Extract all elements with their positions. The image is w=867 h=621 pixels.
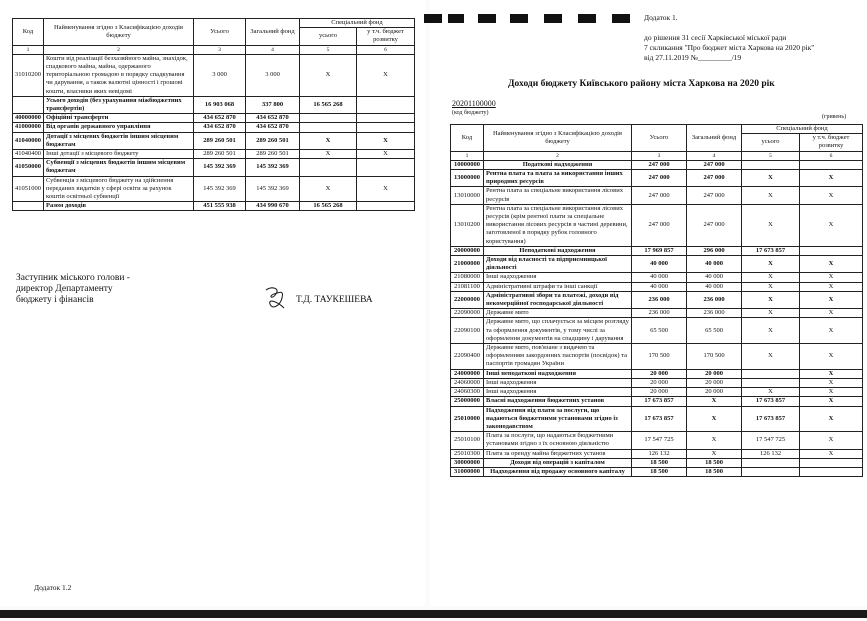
- decision-reference: до рішення 31 сесії Харківської міської ради: [644, 33, 787, 42]
- cell-total: 40 000: [632, 273, 687, 282]
- cell-name: Доходи від власності та підприємницької діяльності: [484, 256, 632, 273]
- table-row: [451, 432, 863, 449]
- cell-code: 41050000: [13, 159, 44, 176]
- cell-dev: X: [800, 256, 863, 273]
- table-row: [13, 150, 415, 159]
- right-revenue-table: [450, 124, 863, 477]
- column-number: 2: [484, 151, 632, 160]
- cell-special: X: [300, 176, 357, 202]
- cell-total: 247 000: [632, 204, 687, 246]
- cell-general: 40 000: [687, 256, 742, 273]
- table-row: [13, 159, 415, 176]
- cell-code: 24060000: [451, 378, 484, 387]
- cell-name: Неподаткові надходження: [484, 246, 632, 255]
- table-row: [13, 54, 415, 96]
- cell-dev: [357, 159, 415, 176]
- cell-dev: X: [800, 170, 863, 187]
- cell-special: [742, 458, 800, 467]
- table-row: [451, 378, 863, 387]
- cell-general: 145 392 369: [246, 176, 300, 202]
- scan-mark: [612, 14, 630, 23]
- table-row: [451, 318, 863, 344]
- column-number: 4: [246, 45, 300, 54]
- annex-label: Додаток 1.: [644, 13, 678, 22]
- header-name: Найменування згідно з Класифікацією доходів бюджету: [44, 19, 194, 46]
- right-page: [430, 0, 867, 606]
- cell-name: Дотації з місцевих бюджетів іншим місцевим бюджетам: [44, 132, 194, 149]
- cell-code: 25000000: [451, 397, 484, 406]
- cell-name: Державне мито, що сплачується за місцем розгляду та оформлення документів, у тому числі за оформлення документів на спадщину і дарування: [484, 318, 632, 344]
- cell-total: 17 969 857: [632, 246, 687, 255]
- cell-special: [742, 160, 800, 169]
- cell-special: X: [742, 282, 800, 291]
- cell-dev: X: [800, 273, 863, 282]
- cell-dev: X: [800, 369, 863, 378]
- column-number: 4: [687, 151, 742, 160]
- cell-total: 247 000: [632, 160, 687, 169]
- column-number: 3: [194, 45, 246, 54]
- cell-name: Від органів державного управління: [44, 123, 194, 132]
- header-code: Код: [13, 19, 44, 46]
- table-row: [13, 114, 415, 123]
- cell-code: 41000000: [13, 123, 44, 132]
- cell-dev: X: [357, 150, 415, 159]
- header-special-total: усього: [742, 134, 800, 151]
- annex-note: Додаток 1.2: [34, 583, 72, 592]
- cell-dev: [800, 467, 863, 476]
- cell-code: 22000000: [451, 291, 484, 308]
- cell-total: 289 260 501: [194, 132, 246, 149]
- header-code: Код: [451, 125, 484, 152]
- cell-dev: X: [800, 318, 863, 344]
- cell-name: Державне мито, пов'язане з видачею та оформленням закордонних паспортів (посвідок) та паспортів громадян України: [484, 344, 632, 370]
- cell-dev: [357, 96, 415, 113]
- cell-total: 145 392 369: [194, 176, 246, 202]
- cell-special: X: [742, 256, 800, 273]
- cell-total: 17 547 725: [632, 432, 687, 449]
- cell-special: X: [300, 150, 357, 159]
- column-number: 6: [357, 45, 415, 54]
- cell-name: Інші надходження: [484, 378, 632, 387]
- cell-special: X: [742, 388, 800, 397]
- table-header-row: [13, 19, 415, 28]
- cell-name: Адміністративні збори та платежі, доходи від некомерційної господарської діяльності: [484, 291, 632, 308]
- cell-general: X: [687, 397, 742, 406]
- left-page: [0, 0, 425, 606]
- cell-total: 247 000: [632, 170, 687, 187]
- cell-general: 247 000: [687, 160, 742, 169]
- cell-general: 40 000: [687, 273, 742, 282]
- cell-dev: X: [800, 406, 863, 432]
- cell-code: 21000000: [451, 256, 484, 273]
- cell-general: 296 000: [687, 246, 742, 255]
- table-row: [451, 204, 863, 246]
- cell-code: 10000000: [451, 160, 484, 169]
- cell-code: 13010000: [451, 187, 484, 204]
- cell-special: 17 673 857: [742, 397, 800, 406]
- cell-dev: X: [357, 54, 415, 96]
- decision-date: від 27.11.2019 №_________/19: [644, 53, 742, 62]
- table-row: [13, 176, 415, 202]
- cell-total: 236 000: [632, 291, 687, 308]
- table-row: [451, 246, 863, 255]
- cell-code: 22090100: [451, 318, 484, 344]
- cell-code: [13, 96, 44, 113]
- cell-dev: X: [800, 432, 863, 449]
- signatory-name: Т.Д. ТАУКЕШЕВА: [296, 295, 373, 305]
- cell-dev: X: [800, 282, 863, 291]
- scan-mark: [448, 14, 464, 23]
- cell-total: 145 392 369: [194, 159, 246, 176]
- column-number: 3: [632, 151, 687, 160]
- cell-special: [742, 467, 800, 476]
- cell-name: Субвенції з місцевих бюджетів іншим місцевим бюджетам: [44, 159, 194, 176]
- cell-special: 17 673 857: [742, 406, 800, 432]
- cell-code: 24000000: [451, 369, 484, 378]
- table-row: [13, 123, 415, 132]
- left-table-body: [13, 54, 415, 211]
- signatory-position: [16, 273, 130, 306]
- cell-general: 434 652 870: [246, 123, 300, 132]
- table-header-row: [451, 125, 863, 134]
- cell-special: 17 673 857: [742, 246, 800, 255]
- cell-name: Надходження від плати за послуги, що надаються бюджетними установами згідно із законодавством: [484, 406, 632, 432]
- cell-dev: X: [800, 291, 863, 308]
- cell-general: 40 000: [687, 282, 742, 291]
- cell-name: Державне мито: [484, 309, 632, 318]
- cell-name: Рентна плата та плата за використання інших природних ресурсів: [484, 170, 632, 187]
- cell-name: Рентна плата за спеціальне використання лісових ресурсів (крім рентної плати за спеціальне використання лісових ресурсів в частині деревини, заготовленої в порядку рубок головного користування): [484, 204, 632, 246]
- cell-special: X: [742, 291, 800, 308]
- cell-total: 3 000: [194, 54, 246, 96]
- cell-special: X: [742, 204, 800, 246]
- table-row: [451, 449, 863, 458]
- cell-general: 236 000: [687, 291, 742, 308]
- header-special-dev: у т.ч. бюджет розвитку: [800, 134, 863, 151]
- cell-code: 13000000: [451, 170, 484, 187]
- column-number: 5: [742, 151, 800, 160]
- cell-total: 40 000: [632, 282, 687, 291]
- cell-general: 170 500: [687, 344, 742, 370]
- cell-name: Доходи від операцій з капіталом: [484, 458, 632, 467]
- cell-code: [13, 202, 44, 211]
- cell-dev: X: [800, 344, 863, 370]
- table-row: [451, 282, 863, 291]
- cell-general: 247 000: [687, 187, 742, 204]
- budget-code-label: (код бюджету): [452, 110, 489, 116]
- scan-edge-bar: [0, 610, 867, 618]
- cell-dev: X: [357, 132, 415, 149]
- left-revenue-table: [12, 18, 415, 211]
- cell-code: 21081100: [451, 282, 484, 291]
- cell-name: Інші надходження: [484, 388, 632, 397]
- table-row: [451, 291, 863, 308]
- cell-general: 3 000: [246, 54, 300, 96]
- cell-general: 434 990 670: [246, 202, 300, 211]
- table-row: [451, 388, 863, 397]
- cell-name: Інші дотації з місцевого бюджету: [44, 150, 194, 159]
- cell-name: Адміністративні штрафи та інші санкції: [484, 282, 632, 291]
- cell-total: 170 500: [632, 344, 687, 370]
- cell-code: 22090400: [451, 344, 484, 370]
- cell-general: 236 000: [687, 309, 742, 318]
- cell-general: 20 000: [687, 369, 742, 378]
- cell-code: 25010300: [451, 449, 484, 458]
- table-row: [451, 344, 863, 370]
- cell-total: 434 652 870: [194, 123, 246, 132]
- cell-name: Разом доходів: [44, 202, 194, 211]
- table-row: [13, 96, 415, 113]
- cell-special: X: [742, 170, 800, 187]
- cell-special: 16 565 268: [300, 202, 357, 211]
- cell-total: 65 500: [632, 318, 687, 344]
- header-special: Спеціальний фонд: [742, 125, 863, 134]
- scan-mark: [424, 14, 442, 23]
- column-number: 6: [800, 151, 863, 160]
- signatory-line: бюджету і фінансів: [16, 295, 94, 305]
- cell-dev: X: [800, 388, 863, 397]
- cell-dev: [800, 160, 863, 169]
- table-row: [451, 369, 863, 378]
- cell-code: 31010200: [13, 54, 44, 96]
- cell-dev: X: [800, 397, 863, 406]
- cell-name: Плата за оренду майна бюджетних установ: [484, 449, 632, 458]
- table-row: [451, 187, 863, 204]
- cell-code: 13010200: [451, 204, 484, 246]
- cell-total: 20 000: [632, 388, 687, 397]
- cell-dev: X: [800, 449, 863, 458]
- currency-label: (гривень): [822, 114, 847, 120]
- cell-dev: X: [800, 309, 863, 318]
- column-number: 1: [451, 151, 484, 160]
- cell-special: X: [300, 132, 357, 149]
- cell-general: 20 000: [687, 388, 742, 397]
- cell-code: 40000000: [13, 114, 44, 123]
- cell-general: 289 260 501: [246, 132, 300, 149]
- decision-title: 7 скликання "Про бюджет міста Харкова на 2020 рік": [644, 43, 815, 52]
- cell-total: 126 132: [632, 449, 687, 458]
- header-special: Спеціальний фонд: [300, 19, 415, 28]
- cell-dev: X: [800, 204, 863, 246]
- table-row: [451, 406, 863, 432]
- cell-name: Плата за послуги, що надаються бюджетними установами згідно з їх основною діяльністю: [484, 432, 632, 449]
- table-row: [13, 132, 415, 149]
- cell-code: 31000000: [451, 467, 484, 476]
- cell-name: Власні надходження бюджетних установ: [484, 397, 632, 406]
- cell-general: 247 000: [687, 170, 742, 187]
- column-number: 5: [300, 45, 357, 54]
- cell-general: X: [687, 406, 742, 432]
- cell-general: 65 500: [687, 318, 742, 344]
- table-row: [451, 458, 863, 467]
- cell-total: 289 260 501: [194, 150, 246, 159]
- scan-mark: [478, 14, 496, 23]
- column-number: 2: [44, 45, 194, 54]
- cell-code: 22090000: [451, 309, 484, 318]
- cell-general: 145 392 369: [246, 159, 300, 176]
- table-row: [451, 309, 863, 318]
- header-total: Усього: [632, 125, 687, 152]
- budget-code: 20201100000: [452, 99, 496, 108]
- cell-total: 20 000: [632, 378, 687, 387]
- cell-special: [742, 369, 800, 378]
- cell-dev: [357, 114, 415, 123]
- cell-dev: [357, 202, 415, 211]
- cell-general: X: [687, 432, 742, 449]
- scan-mark: [510, 14, 528, 23]
- cell-dev: [800, 458, 863, 467]
- cell-name: Рентна плата за спеціальне використання лісових ресурсів: [484, 187, 632, 204]
- cell-code: 41040400: [13, 150, 44, 159]
- cell-total: 18 500: [632, 458, 687, 467]
- cell-code: 30000000: [451, 458, 484, 467]
- right-table-body: [451, 160, 863, 476]
- signatory-line: Заступник міського голови -: [16, 273, 130, 283]
- cell-name: Субвенція з місцевого бюджету на здійснення переданих видатків у сфері освіти за рахунок коштів освітньої субвенції: [44, 176, 194, 202]
- scan-mark: [578, 14, 596, 23]
- header-general: Загальний фонд: [687, 125, 742, 152]
- table-row: [451, 467, 863, 476]
- cell-special: X: [742, 309, 800, 318]
- cell-special: X: [742, 273, 800, 282]
- cell-special: 16 565 268: [300, 96, 357, 113]
- cell-general: 289 260 501: [246, 150, 300, 159]
- cell-dev: X: [357, 176, 415, 202]
- cell-total: 17 673 857: [632, 406, 687, 432]
- cell-dev: [800, 246, 863, 255]
- column-number-row: [13, 45, 415, 54]
- cell-total: 16 903 068: [194, 96, 246, 113]
- table-row: [451, 170, 863, 187]
- cell-general: X: [687, 449, 742, 458]
- table-row: [451, 256, 863, 273]
- cell-name: Офіційні трансферти: [44, 114, 194, 123]
- cell-special: X: [300, 54, 357, 96]
- cell-special: 126 132: [742, 449, 800, 458]
- cell-special: [300, 114, 357, 123]
- cell-total: 451 555 938: [194, 202, 246, 211]
- cell-special: X: [742, 318, 800, 344]
- header-name: Найменування згідно з Класифікацією доходів бюджету: [484, 125, 632, 152]
- table-row: [451, 273, 863, 282]
- cell-name: Інші неподаткові надходження: [484, 369, 632, 378]
- signatory-line: директор Департаменту: [16, 284, 113, 294]
- cell-general: 18 500: [687, 458, 742, 467]
- scan-mark: [544, 14, 562, 23]
- cell-total: 40 000: [632, 256, 687, 273]
- cell-code: 21080000: [451, 273, 484, 282]
- cell-code: 41040000: [13, 132, 44, 149]
- handwritten-signature: [262, 284, 292, 314]
- cell-total: 434 652 870: [194, 114, 246, 123]
- cell-name: Кошти від реалізації безхазяйного майна, знахідок, спадкового майна, майна, одержаного територіальною громадою в порядку спадкування чи дарування, а також валютні цінності і грошові кошти, власники яких невідомі: [44, 54, 194, 96]
- document-title: Доходи бюджету Київського району міста Харкова на 2020 рік: [508, 79, 775, 89]
- cell-total: 20 000: [632, 369, 687, 378]
- cell-special: X: [742, 187, 800, 204]
- cell-general: 18 500: [687, 467, 742, 476]
- cell-general: 434 652 870: [246, 114, 300, 123]
- column-number: 1: [13, 45, 44, 54]
- cell-dev: X: [800, 187, 863, 204]
- cell-special: [742, 378, 800, 387]
- header-special-total: усього: [300, 28, 357, 45]
- cell-general: 337 800: [246, 96, 300, 113]
- cell-name: Усього доходів (без урахування міжбюджетних трансфертів): [44, 96, 194, 113]
- cell-total: 236 000: [632, 309, 687, 318]
- table-row: [451, 397, 863, 406]
- table-row: [451, 160, 863, 169]
- cell-total: 247 000: [632, 187, 687, 204]
- cell-code: 25010100: [451, 432, 484, 449]
- table-row: [13, 202, 415, 211]
- cell-special: [300, 159, 357, 176]
- cell-code: 41051000: [13, 176, 44, 202]
- header-general: Загальний фонд: [246, 19, 300, 46]
- cell-code: 24060300: [451, 388, 484, 397]
- cell-total: 17 673 857: [632, 397, 687, 406]
- cell-general: 20 000: [687, 378, 742, 387]
- cell-code: 20000000: [451, 246, 484, 255]
- cell-dev: X: [800, 378, 863, 387]
- header-total: Усього: [194, 19, 246, 46]
- cell-dev: [357, 123, 415, 132]
- cell-name: Інші надходження: [484, 273, 632, 282]
- cell-name: Податкові надходження: [484, 160, 632, 169]
- column-number-row: [451, 151, 863, 160]
- cell-name: Надходження від продажу основного капіталу: [484, 467, 632, 476]
- header-special-dev: у т.ч. бюджет розвитку: [357, 28, 415, 45]
- cell-code: 25010000: [451, 406, 484, 432]
- cell-general: 247 000: [687, 204, 742, 246]
- cell-special: 17 547 725: [742, 432, 800, 449]
- cell-special: X: [742, 344, 800, 370]
- cell-special: [300, 123, 357, 132]
- cell-total: 18 500: [632, 467, 687, 476]
